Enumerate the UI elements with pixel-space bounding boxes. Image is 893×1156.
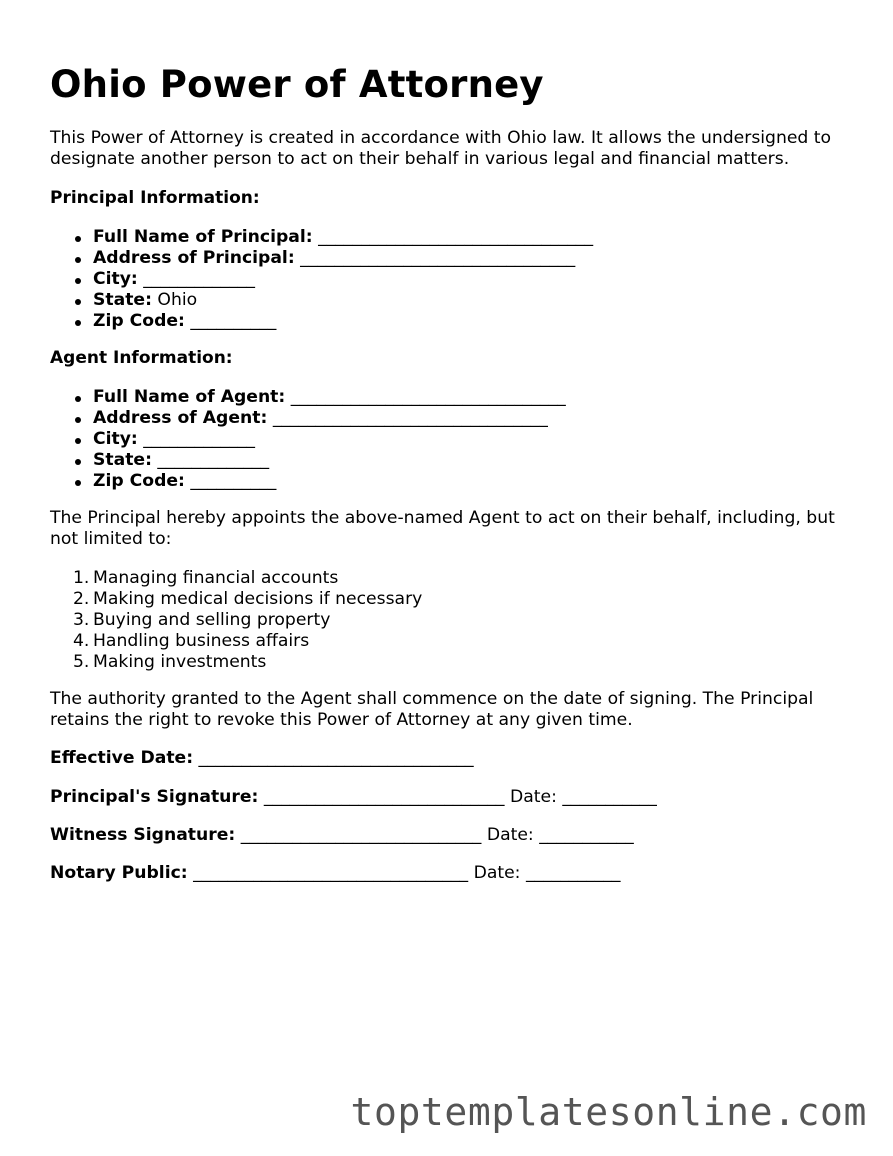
agent-state-field: State: _____________ <box>50 450 566 471</box>
agent-city-field: City: _____________ <box>50 429 566 450</box>
principal-zip-field: Zip Code: __________ <box>50 311 593 332</box>
principal-full-name-field: Full Name of Principal: ________________________________ <box>50 227 593 248</box>
notary-signature-line: Notary Public: ________________________________ Date: ___________ <box>50 863 621 883</box>
principal-signature-line: Principal's Signature: ____________________________ Date: ___________ <box>50 787 657 807</box>
powers-list <box>50 568 422 673</box>
witness-signature-line: Witness Signature: ____________________________ Date: ___________ <box>50 825 634 845</box>
authority-paragraph: The authority granted to the Agent shall commence on the date of signing. The Principal retains the right to revoke this Power of Attorney at any given time. <box>50 689 814 730</box>
agent-fields-list <box>50 387 566 492</box>
power-item: 4. Handling business affairs <box>73 631 310 651</box>
intro-paragraph: This Power of Attorney is created in accordance with Ohio law. It allows the undersigned to designate another person to act on their behalf in various legal and financial matters. <box>50 128 832 169</box>
appointment-paragraph: The Principal hereby appoints the above-named Agent to act on their behalf, including, but not limited to: <box>50 508 835 549</box>
agent-zip-field: Zip Code: __________ <box>50 471 566 492</box>
agent-section-heading: Agent Information: <box>50 348 233 368</box>
website-watermark: toptemplatesonline.com <box>350 1090 867 1134</box>
page-title: Ohio Power of Attorney <box>50 63 544 106</box>
principal-fields-list <box>50 227 593 332</box>
principal-state-field: State: Ohio <box>50 290 593 311</box>
effective-date-line: Effective Date: ________________________________ <box>50 748 474 768</box>
principal-address-field: Address of Principal: ________________________________ <box>50 248 593 269</box>
principal-city-field: City: _____________ <box>50 269 593 290</box>
agent-full-name-field: Full Name of Agent: ________________________________ <box>50 387 566 408</box>
power-item: 1. Managing financial accounts <box>73 568 339 588</box>
power-item: 5. Making investments <box>73 652 267 672</box>
power-item: 2. Making medical decisions if necessary <box>73 589 423 609</box>
power-item: 3. Buying and selling property <box>73 610 331 630</box>
agent-address-field: Address of Agent: ________________________________ <box>50 408 566 429</box>
principal-section-heading: Principal Information: <box>50 188 260 208</box>
